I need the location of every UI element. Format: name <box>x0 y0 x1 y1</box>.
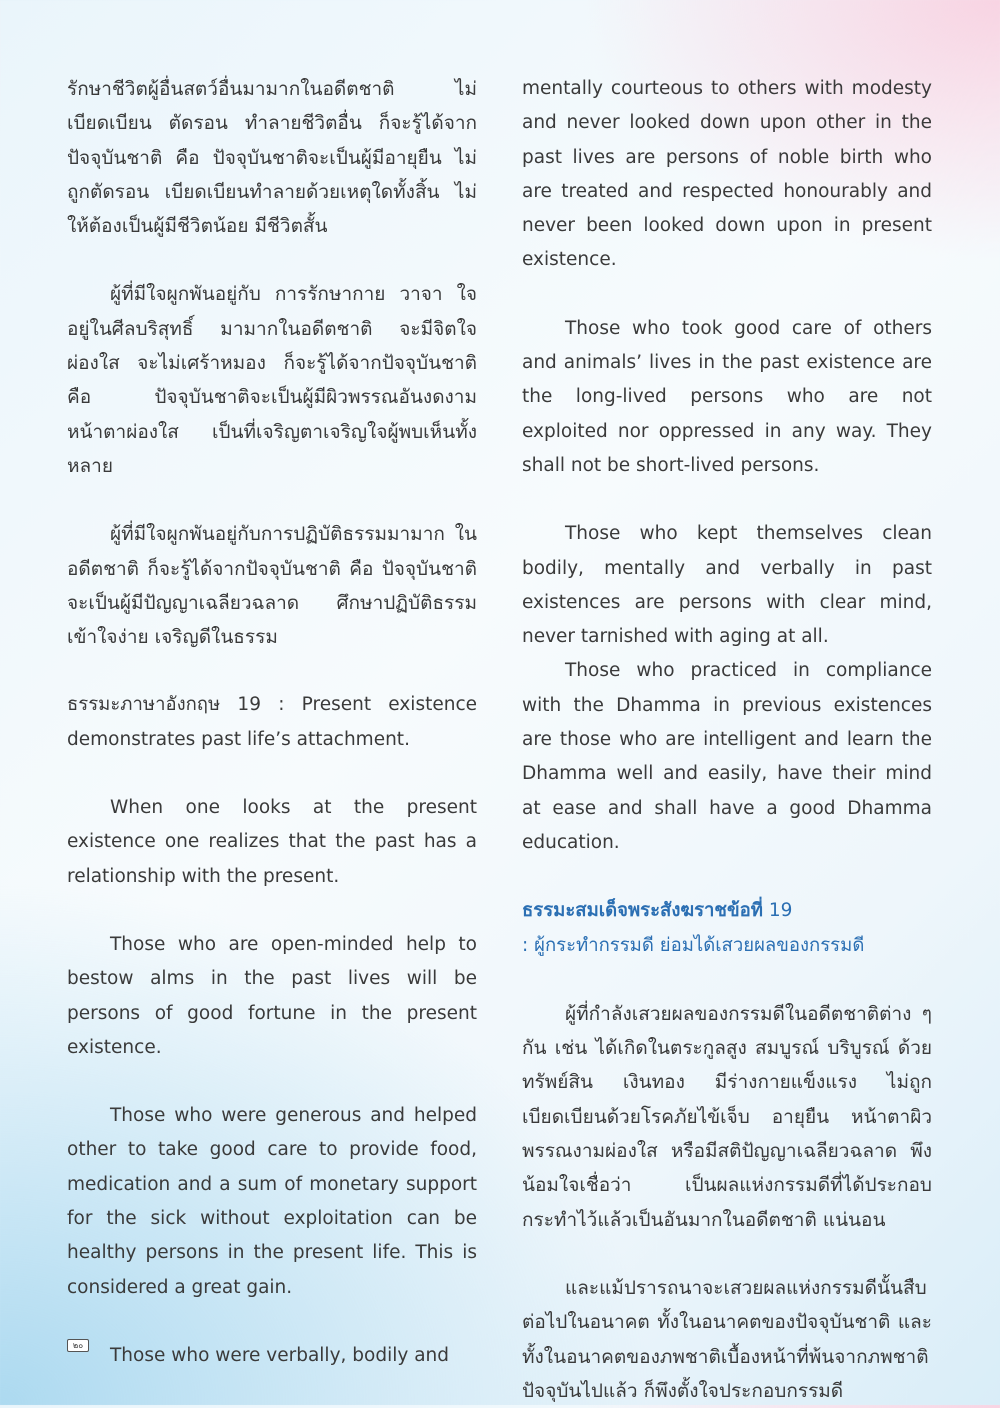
right-paragraph-5: ผู้ที่กำลังเสวยผลของกรรมดีในอดีตชาติต่าง ๆ กัน เช่น ได้เกิดในตระกูลสูง สมบูรณ์ บริบูรณ์ ด้วยทรัพย์สิน เงินทอง มีร่างกายแข็งแรง ไม่ถูกเบียดเบียนด้วยโรคภัยไข้เจ็บ อายุยืน หน้าตาผิวพรรณงามผ่องใส หรือมีสติปัญญาเฉลียวฉลาด พึงน้อมใจเชื่อว่า เป็นผลแห่งกรรมดีที่ได้ประกอบกระทำไว้แล้วเป็นอันมากในอดีตชาติ แน่นอน <box>522 1002 932 1231</box>
left-paragraph-3: ผู้ที่มีใจผูกพันอยู่กับการปฏิบัติธรรมมามาก ในอดีตชาติ ก็จะรู้ได้จากปัจจุบันชาติ คือ ปัจจุบันชาติจะเป็นผู้มีปัญญาเฉลียวฉลาด ศึกษาปฏิบัติธรรมเข้าใจง่าย เจริญดีในธรรม <box>67 523 477 649</box>
left-paragraph-4: ธรรมะภาษาอังกฤษ 19 : Present existence demonstrates past life’s attachment. <box>67 694 477 750</box>
right-paragraph-4: Those who practiced in compliance with the Dhamma in previous existences are those who are intelligent and learn the Dhamma well and easily, have their mind at ease and shall have a good Dhamma education. <box>522 660 932 853</box>
section-heading-subtitle: : ผู้กระทำกรรมดี ย่อมได้เสวยผลของกรรมดี <box>522 934 865 956</box>
section-heading-title <box>522 894 932 928</box>
left-paragraph-6: Those who are open-minded help to bestow alms in the past lives will be persons of good fortune in the present existence. <box>67 933 477 1058</box>
right-paragraph-1: mentally courteous to others with modesty and never looked down upon other in the past lives are persons of noble birth who are treated and respected honourably and never been looked down upon in present existence. <box>522 78 932 271</box>
section-heading-number: 19 <box>768 900 793 922</box>
left-paragraph-1: รักษาชีวิตผู้อื่นสตว์อื่นมามากในอดีตชาติ ไม่เบียดเบียน ตัดรอน ทำลายชีวิตอื่น ก็จะรู้ได้จากปัจจุบันชาติ คือ ปัจจุบันชาติจะเป็นผู้มีอายุยืน ไม่ถูกตัดรอน เบียดเบียนทำลายด้วยเหตุใดทั้งสิ้น ไม่ให้ต้องเป็นผู้มีชีวิตน้อย มีชีวิตสั้น <box>67 78 477 238</box>
left-paragraph-5: When one looks at the present existence one realizes that the past has a relationship with the present. <box>67 797 477 887</box>
right-paragraph-3: Those who kept themselves clean bodily, mentally and verbally in past existences are persons with clear mind, never tarnished with aging at all. <box>522 523 932 648</box>
right-paragraph-2: Those who took good care of others and animals’ lives in the past existence are the long-lived persons who are not exploited nor oppressed in any way. They shall not be short-lived persons. <box>522 317 932 476</box>
left-paragraph-8: Those who were verbally, bodily and <box>110 1344 449 1366</box>
right-paragraph-6: และแม้ปรารถนาจะเสวยผลแห่งกรรมดีนั้นสืบต่อไปในอนาคต ทั้งในอนาคตของปัจจุบันชาติ และทั้งในอนาคตของภพชาติเบื้องหน้าที่พ้นจากภพชาติปัจจุบันไปแล้ว ก็พึงตั้งใจประกอบกรรมดี <box>522 1276 932 1402</box>
section-heading-title-text: ธรรมะสมเด็จพระสังฆราชข้อที่ <box>522 900 763 922</box>
section-heading <box>522 894 932 963</box>
left-paragraph-7: Those who were generous and helped other to take good care to provide food, medication and a sum of monetary support for the sick without exploitation can be healthy persons in the present life. This is considered a great gain. <box>67 1105 477 1298</box>
page-number: ๒๐ <box>67 1339 89 1352</box>
right-column <box>522 72 932 1408</box>
left-column <box>67 72 477 1373</box>
left-paragraph-2: ผู้ที่มีใจผูกพันอยู่กับ การรักษากาย วาจา ใจ อยู่ในศีลบริสุทธิ์ มามากในอดีตชาติ จะมีจิตใจผ่องใส จะไม่เศร้าหมอง ก็จะรู้ได้จากปัจจุบันชาติ คือ ปัจจุบันชาติจะเป็นผู้มีผิวพรรณอันงดงาม หน้าตาผ่องใส เป็นที่เจริญตาเจริญใจผู้พบเห็นทั้งหลาย <box>67 283 477 477</box>
